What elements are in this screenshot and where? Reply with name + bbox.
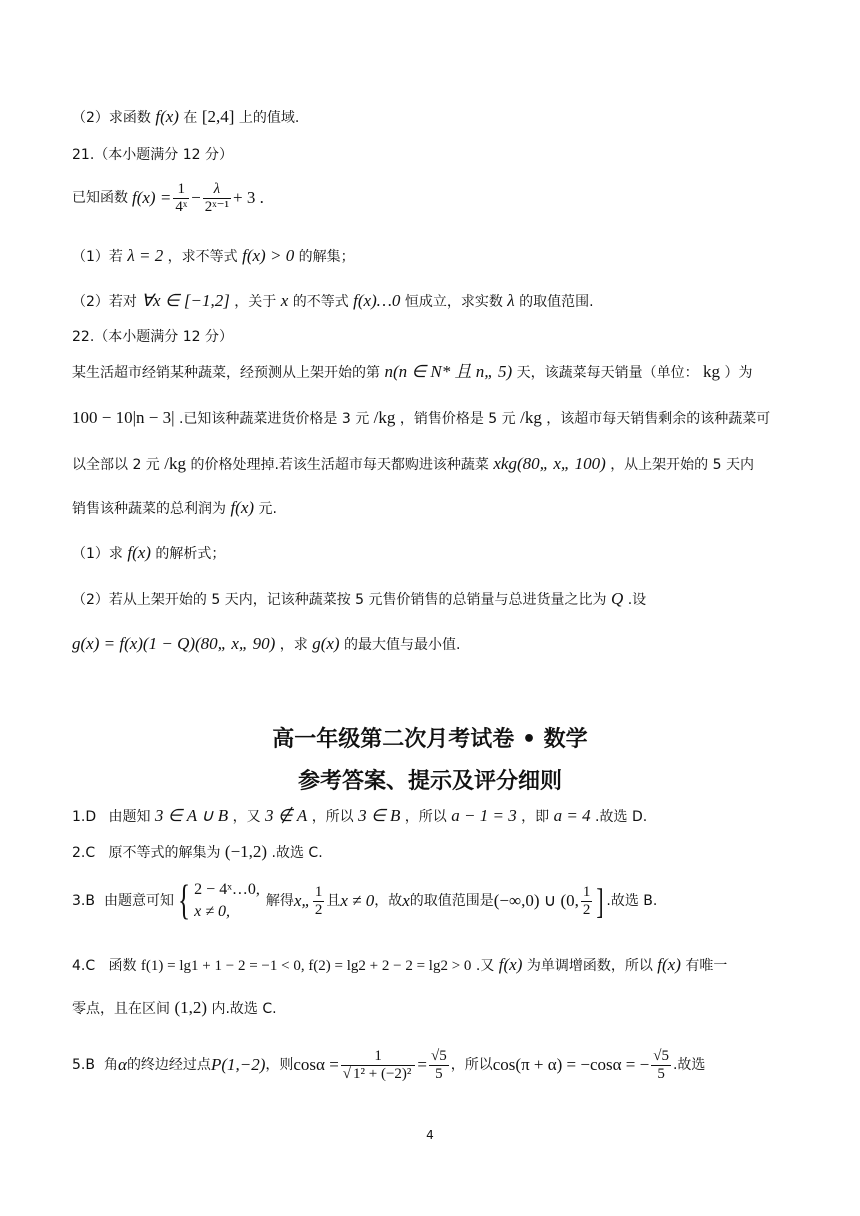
answers-subtitle: 参考答案、提示及评分细则 [297, 769, 562, 794]
q21-p2-text: ，关于 [234, 294, 277, 310]
answer-3-a: 由题意可知 [104, 893, 174, 909]
answer-5-frac1-num: 1 [341, 1048, 416, 1066]
answer-1-f: .故选 D. [595, 809, 648, 825]
q22-p1-fx: f(x) [127, 543, 151, 562]
answer-5-e: .故选 [672, 1057, 706, 1073]
q21-func-lhs: f(x) = [132, 188, 172, 207]
q21-tail: + 3 . [233, 188, 264, 207]
q22-l3b: 的价格处理掉.若该生活超市每天都购进该种蔬菜 [190, 457, 489, 473]
q21-p1-end: 的解集； [298, 249, 355, 265]
answer-5-frac2-den: 5 [435, 1065, 443, 1082]
answer-2-a: 原不等式的解集为 [108, 845, 221, 861]
q21-p2-label: （2）若对 [72, 294, 137, 310]
answer-3-m1: x„ [293, 891, 311, 910]
answer-4-fx: f(x) [498, 955, 523, 974]
answer-1-m4: a − 1 = 3 [451, 806, 517, 825]
answer-5-b: 的终边经过点 [126, 1057, 211, 1073]
answer-1-m5: a = 4 [553, 806, 591, 825]
q20-part2-on: 在 [183, 110, 198, 126]
q21-frac2-den: 2ˣ⁻¹ [204, 198, 230, 215]
q21-p2-ineq: f(x)…0 [353, 291, 401, 310]
q21-p2-text2: 的不等式 [292, 294, 349, 310]
q22-l1b: 天，该蔬菜每天销量（单位： [516, 365, 699, 381]
q22-l2a: .已知该种蔬菜进货价格是 3 元 [178, 411, 370, 427]
q22-p2-expr: g(x) = f(x)(1 − Q)(80„ x„ 90) [72, 634, 276, 653]
answer-1-a: 由题知 [108, 809, 151, 825]
q22-heading: 22.（本小题满分 12 分） [72, 329, 233, 345]
q21-function-line [72, 174, 264, 222]
answer-3-frac2-den: 2 [582, 901, 591, 918]
answer-1-d: ，所以 [404, 809, 447, 825]
answer-4-m1: f(1) = lg1 + 1 − 2 = −1 < 0, f(2) = lg2 + 2 − 2 = lg2 > 0 [140, 958, 472, 974]
q22-p1a: （1）求 [72, 546, 123, 562]
answer-4-line1 [72, 955, 727, 976]
q21-frac2-num: λ [203, 181, 231, 199]
answer-3-e: 的取值范围是 [409, 893, 494, 909]
q21-p2-end2: 的取值范围. [519, 294, 594, 310]
q22-p2a: （2）若从上架开始的 5 天内，记该种蔬菜按 5 元售价销售的总销量与总进货量之比为 [72, 592, 607, 608]
q22-l1-kg: kg [703, 362, 721, 381]
answer-2-num: 2.C [72, 845, 96, 861]
answer-4-l2a: 零点，且在区间 [72, 1001, 170, 1017]
answer-1-m3: 3 ∈ B [358, 806, 401, 825]
q21-p1-cond: λ = 2 [127, 246, 164, 265]
q21-frac1-num: 1 [173, 181, 189, 199]
q21-intro: 已知函数 [72, 190, 128, 206]
q21-part2 [72, 291, 594, 312]
answer-3-sys2: x ≠ 0, [194, 903, 231, 920]
answer-3-frac1-den: 2 [314, 901, 323, 918]
q21-frac2 [203, 181, 231, 216]
q21-frac1 [173, 181, 189, 216]
answer-4-line2 [72, 998, 277, 1019]
answer-3-c: 且 [326, 893, 341, 909]
q22-l3-expr: xkg(80„ x„ 100) [493, 454, 606, 473]
answer-1-m1: 3 ∈ A ∪ B [154, 806, 229, 825]
answer-5-a: 角 [104, 1057, 118, 1073]
answer-3 [72, 876, 657, 926]
answer-5 [72, 1040, 705, 1090]
q22-part2-line1 [72, 589, 646, 610]
q22-l3a: 以全部以 2 元 [72, 457, 160, 473]
answer-3-frac2-num: 1 [582, 883, 591, 900]
answer-3-sys1: 2 − 4ˣ…0, [194, 881, 260, 898]
answer-2-b: .故选 C. [271, 845, 323, 861]
q22-p2-gx: g(x) [312, 634, 340, 653]
answer-3-brace: { [178, 878, 191, 924]
answer-5-c: ，则 [265, 1057, 294, 1073]
answer-5-frac3-num: √5 [653, 1047, 669, 1064]
q22-l2-unit2: /kg [520, 408, 542, 427]
answer-3-x: x [402, 891, 410, 910]
answer-3-m3: (−∞,0) ∪ (0, [493, 891, 579, 910]
q21-p1-ineq: f(x) > 0 [242, 246, 295, 265]
answer-4-num: 4.C [72, 958, 96, 974]
q21-part1 [72, 246, 355, 267]
answer-1-e: ，即 [521, 809, 550, 825]
q22-l2c: ，该超市每天销售剩余的该种蔬菜可 [546, 411, 771, 427]
answer-1-num: 1.D [72, 809, 97, 825]
q22-l2b: ，销售价格是 5 元 [399, 411, 516, 427]
q22-l4a: 销售该种蔬菜的总利润为 [72, 501, 226, 517]
q22-p2b: .设 [627, 592, 647, 608]
answer-5-frac2 [429, 1048, 449, 1083]
page-number: 4 [426, 1128, 434, 1142]
q21-frac1-den: 4ˣ [175, 198, 188, 215]
q20-part2-interval: [2,4] [201, 107, 235, 126]
q22-line2 [72, 408, 770, 429]
q22-l4-fx: f(x) [230, 498, 255, 517]
q21-p2-forall: ∀x ∈ [−1,2] [141, 291, 230, 310]
answer-1-c: ，所以 [311, 809, 354, 825]
answer-4-l2m: (1,2) [174, 998, 208, 1017]
q22-l1a: 某生活超市经销某种蔬菜，经预测从上架开始的第 [72, 365, 380, 381]
answer-5-eq: = [417, 1055, 428, 1074]
answer-5-frac3-den: 5 [657, 1065, 665, 1082]
q21-p1-label: （1）若 [72, 249, 123, 265]
answer-4-d: 有唯一 [685, 958, 728, 974]
answer-5-frac1 [341, 1048, 416, 1083]
answer-4-c: 为单调增函数，所以 [526, 958, 653, 974]
answers-title: 高一年级第二次月考试卷 • 数学 [272, 727, 588, 752]
q20-part2-fx: f(x) [155, 107, 179, 126]
answer-4-fx2: f(x) [657, 955, 681, 974]
answer-5-cos: cosα = [293, 1055, 339, 1074]
q22-l2-unit1: /kg [373, 408, 396, 427]
answer-3-frac1 [313, 884, 325, 919]
answer-1 [72, 806, 647, 827]
answer-5-frac2-num: √5 [431, 1047, 447, 1064]
answer-5-num: 5.B [72, 1057, 95, 1073]
q21-p2-end: 恒成立，求实数 [404, 294, 503, 310]
q22-l2-expr: 100 − 10|n − 3| [72, 408, 175, 427]
q21-minus: − [191, 188, 201, 207]
q20-part2-rest: 上的值域. [238, 110, 300, 126]
q22-l3-unit: /kg [164, 454, 186, 473]
q21-p1-text: ，求不等式 [167, 249, 238, 265]
answer-2 [72, 842, 323, 863]
q20-part2-label: （2）求函数 [72, 110, 151, 126]
answer-5-P: P(1,−2) [210, 1055, 266, 1074]
answer-3-m2: x ≠ 0 [340, 891, 375, 910]
answer-2-m: (−1,2) [224, 842, 268, 861]
answer-3-f: .故选 B. [606, 893, 658, 909]
q21-p2-lambda: λ [507, 291, 515, 310]
answer-5-m: cos(π + α) = −cosα = − [492, 1055, 650, 1074]
answer-3-frac1-num: 1 [314, 883, 323, 900]
answer-3-b: 解得 [265, 893, 294, 909]
answer-4-l2b: 内.故选 C. [211, 1001, 277, 1017]
answer-5-frac1-radicand: 1² + (−2)² [353, 1065, 412, 1082]
answer-3-system [194, 879, 260, 923]
q22-line1 [72, 362, 753, 383]
answer-5-d: ，所以 [450, 1057, 493, 1073]
answer-5-alpha: α [118, 1055, 127, 1074]
q21-p2-x: x [280, 291, 289, 310]
q22-p2c: ，求 [279, 637, 308, 653]
answer-3-frac2 [581, 884, 593, 919]
answer-5-frac3 [651, 1048, 671, 1083]
answer-1-b: ，又 [232, 809, 261, 825]
answer-5-frac1-den: √ 1² + (−2)² [342, 1065, 412, 1082]
q22-l3c: ，从上架开始的 5 天内 [610, 457, 754, 473]
answer-4-a: 函数 [108, 958, 137, 974]
q22-part1 [72, 543, 225, 564]
q22-l1c: ）为 [724, 365, 753, 381]
q22-line3 [72, 454, 754, 475]
q22-part2-line2 [72, 634, 460, 655]
answer-1-m2: 3 ∉ A [265, 806, 308, 825]
q22-line4 [72, 498, 277, 519]
answer-3-d: ，故 [374, 893, 403, 909]
q22-p2d: 的最大值与最小值. [344, 637, 461, 653]
answer-4-b: .又 [475, 958, 495, 974]
q22-l4b: 元. [258, 501, 277, 517]
q20-part2-line [72, 107, 299, 128]
q21-heading: 21.（本小题满分 12 分） [72, 147, 233, 163]
q22-p2-Q: Q [610, 589, 624, 608]
q22-p1b: 的解析式； [155, 546, 226, 562]
q22-l1-n: n(n ∈ N* 且 n„ 5) [384, 362, 513, 381]
answer-3-m4: ] [596, 881, 605, 921]
answer-3-num: 3.B [72, 893, 95, 909]
